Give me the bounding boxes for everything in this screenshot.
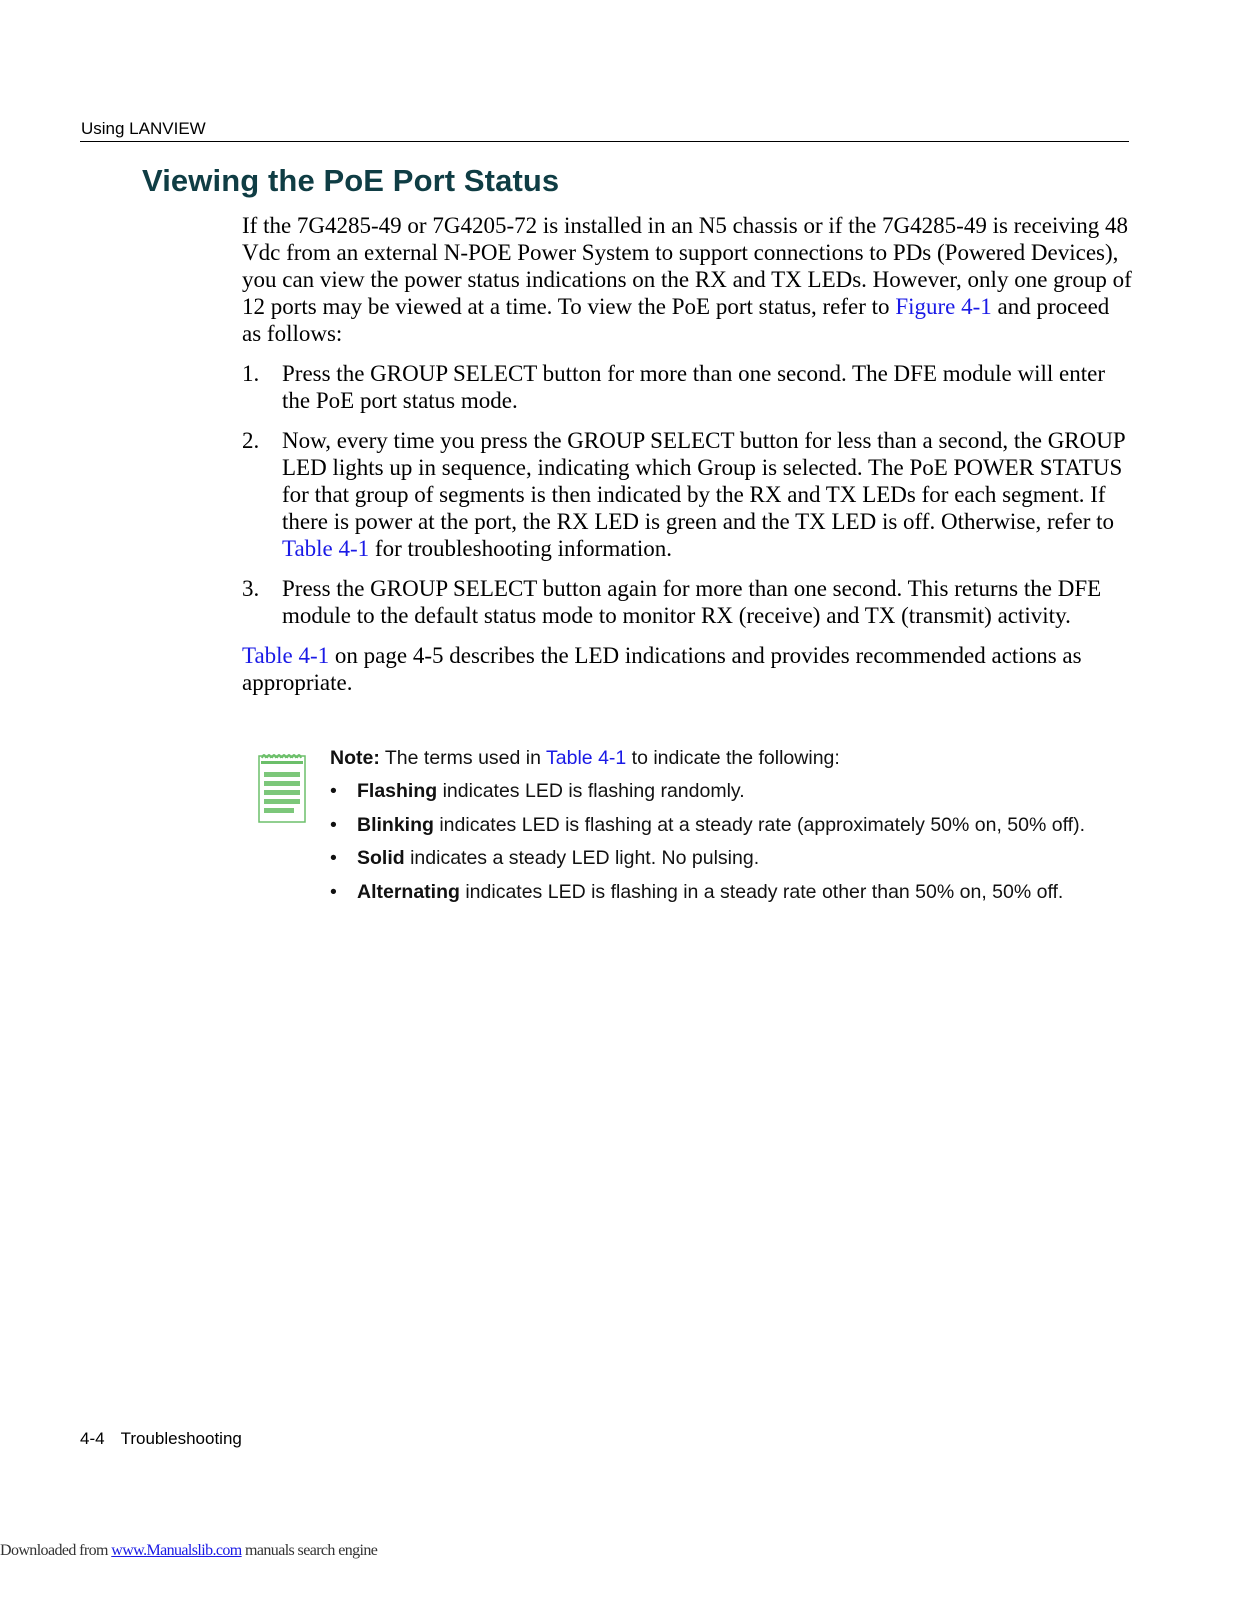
intro-text: If the 7G4285-49 or 7G4205-72 is installed in an N5 chassis or if the 7G4285-49 is receiving 48 Vdc from an external N-POE Power System to support connections to PDs (Powered Devices), you can view the power status indications on the RX and TX LEDs. However, only one group of 12 ports may be viewed at a time. To view the PoE port status, refer to	[242, 213, 1132, 319]
bullet-text: indicates LED is flashing at a steady rate (approximately 50% on, 50% off).	[433, 813, 1085, 836]
step-number: 3.	[242, 576, 260, 601]
bullet-term: Alternating	[357, 880, 460, 903]
closing-text: on page 4-5 describes the LED indications and provides recommended actions as appropriate.	[242, 643, 1082, 695]
note-text	[330, 746, 1130, 913]
note-intro-text: The terms used in	[379, 747, 547, 769]
note-label: Note:	[330, 747, 380, 769]
bullet: •	[330, 880, 337, 903]
list-item	[330, 813, 1130, 837]
table-link[interactable]: Table 4-1	[282, 536, 370, 561]
download-banner	[0, 1542, 377, 1560]
bullet-text: indicates a steady LED light. No pulsing.	[404, 847, 760, 869]
running-header: Using LANVIEW	[81, 119, 206, 138]
step-text: Now, every time you press the GROUP SELECT button for less than a second, the GROUP LED lights up in sequence, indicating which Group is selected. The PoE POWER STATUS for that group of segments is then indicated by the RX and TX LEDs for each segment. If there is power at the port, the RX LED is green and the TX LED is off. Otherwise, refer to	[282, 428, 1125, 534]
download-prefix: Downloaded from	[0, 1542, 112, 1559]
table-link[interactable]: Table 4-1	[242, 643, 330, 668]
page-number: 4-4	[80, 1429, 105, 1448]
body-column	[242, 212, 1132, 709]
header-rule	[80, 141, 1129, 142]
step-text-end: for troubleshooting information.	[369, 536, 672, 561]
bullet-term: Solid	[357, 847, 405, 869]
list-item	[242, 360, 1132, 414]
bullet: •	[330, 780, 337, 802]
list-item	[330, 846, 1130, 870]
list-item	[242, 575, 1132, 629]
download-suffix: manuals search engine	[241, 1542, 378, 1559]
intro-text-end: and proceed as follows:	[242, 294, 1110, 346]
step-number: 2.	[242, 428, 260, 453]
list-item	[330, 779, 1130, 803]
list-item	[242, 427, 1132, 562]
manualslib-link[interactable]: www.Manualslib.com	[111, 1542, 242, 1559]
notepad-icon	[258, 752, 308, 830]
note-bullets	[330, 779, 1130, 904]
step-number: 1.	[242, 361, 260, 386]
bullet-text: indicates LED is flashing in a steady rate other than 50% on, 50% off.	[459, 880, 1064, 903]
steps-list	[242, 360, 1132, 629]
table-link[interactable]: Table 4-1	[546, 747, 627, 769]
bullet: •	[330, 813, 337, 836]
step-text: Press the GROUP SELECT button again for more than one second. This returns the DFE module to the default status mode to monitor RX (receive) and TX (transmit) activity.	[282, 576, 1102, 628]
note-intro-text-end: to indicate the following:	[626, 747, 840, 769]
bullet-term: Flashing	[357, 780, 438, 802]
closing-paragraph	[242, 642, 1132, 696]
figure-link[interactable]: Figure 4-1	[895, 294, 992, 319]
step-text: Press the GROUP SELECT button for more than one second. The DFE module will enter the PoE port status mode.	[282, 361, 1105, 413]
section-title: Viewing the PoE Port Status	[142, 163, 560, 198]
chapter-name: Troubleshooting	[120, 1429, 242, 1448]
list-item	[330, 880, 1130, 904]
page-footer	[80, 1429, 242, 1449]
bullet-text: indicates LED is flashing randomly.	[437, 780, 745, 802]
bullet: •	[330, 847, 337, 869]
note-intro	[330, 746, 1130, 770]
bullet-term: Blinking	[357, 813, 434, 836]
intro-paragraph	[242, 212, 1132, 347]
